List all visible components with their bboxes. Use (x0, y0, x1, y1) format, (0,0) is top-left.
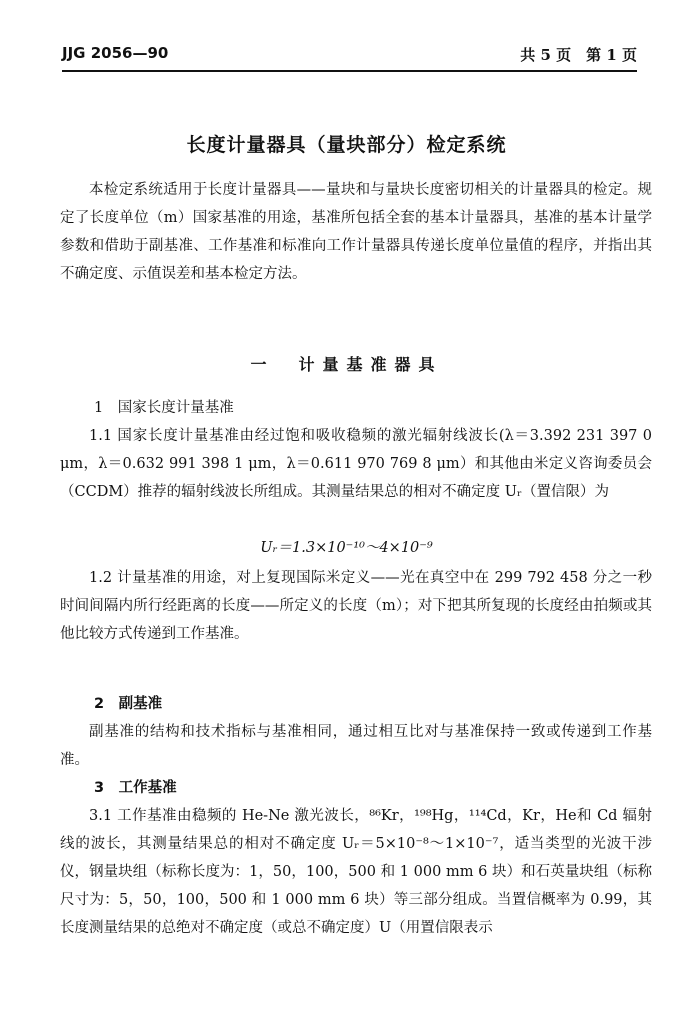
uncertainty-formula: Uᵣ＝1.3×10⁻¹⁰～4×10⁻⁹ (260, 540, 433, 556)
page-count: 共 5 页 第 1 页 (520, 46, 637, 64)
paragraph-3-1: 3.1 工作基准由稳频的 He-Ne 激光波长，⁸⁶Kr，¹⁹⁸Hg，¹¹⁴Cd，Kr，He和 Cd 辐射线的波长，其测量结果总的相对不确定度 Uᵣ＝5×10⁻⁸～1×10⁻⁷，适当类型的光波干涉仪，钢量块组（标称长度为：1，50，100，500 和 1 000 mm 6 块）和石英量块组（标称尺寸为：5，50，100，500 和 1 000 mm 6 块）等三部分组成。当置信概率为 0.99，其长度测量结果的总绝对不确定度（或总不确定度）U（用置信限表示 (60, 808, 652, 936)
paragraph-1-1: 1.1 国家长度计量基准由经过饱和吸收稳频的激光辐射线波长(λ＝3.392 231 397 0 μm，λ＝0.632 991 398 1 μm，λ＝0.611 970 769 8 μm）和其他由米定义咨询委员会（CCDM）推荐的辐射线波长所组成。其测量结果总的相对不确定度 Uᵣ（置信限）为 (60, 428, 652, 500)
document-title: 长度计量器具（量块部分）检定系统 (186, 134, 507, 156)
item1-heading: 1 国家长度计量基准 (94, 400, 234, 416)
intro-paragraph: 本检定系统适用于长度计量器具——量块和与量块长度密切相关的计量器具的检定。规定了长度单位（m）国家基准的用途，基准所包括全套的基本计量器具，基准的基本计量学参数和借助于副基准、工作基准和标准向工作计量器具传递长度单位量值的程序，并指出其不确定度、示值误差和基本检定方法。 (60, 182, 652, 282)
paragraph-1-2: 1.2 计量基准的用途，对上复现国际米定义——光在真空中在 299 792 458 分之一秒时间间隔内所行经距离的长度——所定义的长度（m）；对下把其所复现的长度经由拍频或其他比较方式传递到工作基准。 (60, 570, 652, 642)
paragraph-2: 副基准的结构和技术指标与基准相同，通过相互比对与基准保持一致或传递到工作基准。 (60, 724, 652, 768)
item3-heading: 3 工作基准 (94, 780, 177, 796)
page-header (62, 40, 637, 72)
document-id: JJG 2056—90 (62, 44, 169, 62)
section-heading: 一 计量基准器具 (250, 355, 443, 374)
item2-heading: 2 副基准 (94, 696, 163, 712)
